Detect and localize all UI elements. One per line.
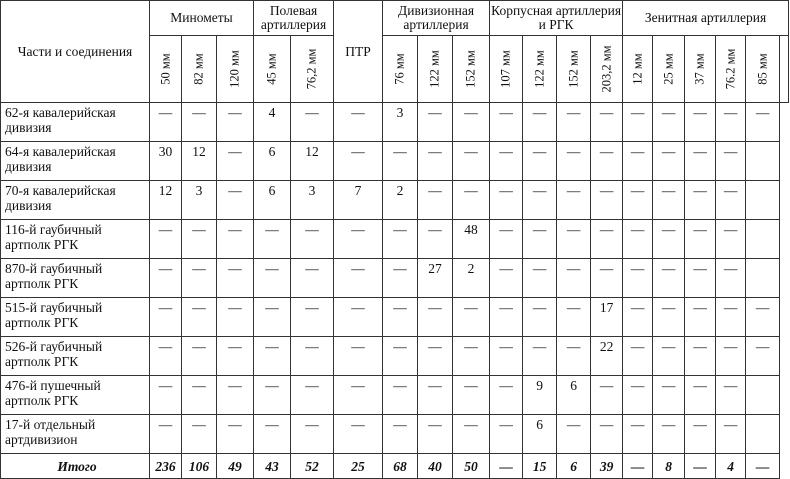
value-cell: — — [557, 103, 591, 142]
caliber-header — [523, 36, 557, 103]
caliber-label: 12 мм — [630, 53, 645, 85]
caliber-header — [591, 36, 623, 103]
value-cell: — — [418, 103, 453, 142]
value-cell: 3 — [383, 103, 418, 142]
value-cell: — — [217, 142, 254, 181]
value-cell: — — [653, 298, 685, 337]
value-cell: — — [685, 337, 716, 376]
group-header-anti-aircraft: Зенитная артиллерия — [623, 1, 789, 36]
value-cell: — — [418, 142, 453, 181]
row-name: 870-й гаубичный артполк РГК — [1, 259, 150, 298]
value-cell: 68 — [383, 454, 418, 479]
value-cell: 9 — [523, 376, 557, 415]
value-cell: — — [490, 103, 523, 142]
value-cell: — — [150, 298, 182, 337]
value-cell: — — [653, 337, 685, 376]
value-cell: 17 — [591, 298, 623, 337]
value-cell: — — [182, 298, 217, 337]
value-cell: — — [334, 376, 383, 415]
caliber-header — [685, 36, 716, 103]
table-row — [1, 103, 789, 142]
row-name: 64-я кавалерийская дивизия — [1, 142, 150, 181]
value-cell: 6 — [557, 454, 591, 479]
group-header-mortars: Минометы — [150, 1, 254, 36]
value-cell: — — [653, 376, 685, 415]
value-cell: — — [591, 103, 623, 142]
value-cell: 52 — [291, 454, 334, 479]
value-cell: — — [623, 103, 653, 142]
caliber-header — [716, 36, 746, 103]
value-cell: — — [685, 220, 716, 259]
value-cell: 8 — [653, 454, 685, 479]
value-cell: 4 — [254, 103, 291, 142]
value-cell: — — [334, 142, 383, 181]
table-row — [1, 298, 789, 337]
value-cell: — — [217, 337, 254, 376]
value-cell — [746, 415, 780, 454]
value-cell: — — [557, 415, 591, 454]
value-cell — [746, 220, 780, 259]
value-cell: — — [685, 142, 716, 181]
caliber-label: 76.2 мм — [723, 48, 738, 90]
caliber-label: 120 мм — [227, 50, 242, 88]
value-cell: — — [623, 454, 653, 479]
value-cell: 40 — [418, 454, 453, 479]
value-cell: — — [490, 259, 523, 298]
value-cell: 6 — [254, 142, 291, 181]
caliber-label: 76,2 мм — [304, 48, 319, 90]
value-cell: 6 — [557, 376, 591, 415]
caliber-label: 122 мм — [532, 50, 547, 88]
caliber-header — [653, 36, 685, 103]
table-row — [1, 415, 789, 454]
value-cell: — — [716, 142, 746, 181]
value-cell: — — [254, 337, 291, 376]
total-row — [1, 454, 789, 479]
value-cell: — — [653, 181, 685, 220]
table-row — [1, 337, 789, 376]
value-cell: — — [523, 181, 557, 220]
caliber-header — [623, 36, 653, 103]
value-cell: — — [453, 298, 490, 337]
row-name: 515-й гаубичный артполк РГК — [1, 298, 150, 337]
value-cell: — — [490, 181, 523, 220]
value-cell: — — [685, 259, 716, 298]
value-cell: — — [716, 103, 746, 142]
row-name: Итого — [1, 454, 150, 479]
value-cell: 49 — [217, 454, 254, 479]
value-cell: — — [453, 376, 490, 415]
row-name: 476-й пушечный артполк РГК — [1, 376, 150, 415]
value-cell: — — [591, 259, 623, 298]
caliber-header — [557, 36, 591, 103]
caliber-label: 152 мм — [566, 50, 581, 88]
value-cell: — — [254, 376, 291, 415]
value-cell: — — [490, 298, 523, 337]
value-cell: 12 — [182, 142, 217, 181]
value-cell: — — [623, 259, 653, 298]
value-cell: — — [182, 337, 217, 376]
value-cell — [746, 376, 780, 415]
value-cell: — — [716, 259, 746, 298]
caliber-label: 203,2 мм — [599, 45, 614, 93]
value-cell: — — [623, 337, 653, 376]
caliber-label: 82 мм — [191, 53, 206, 85]
value-cell: 27 — [418, 259, 453, 298]
caliber-label: 45 мм — [264, 53, 279, 85]
value-cell: 3 — [182, 181, 217, 220]
value-cell: — — [383, 337, 418, 376]
caliber-header — [746, 36, 780, 103]
value-cell: — — [523, 337, 557, 376]
value-cell: — — [418, 220, 453, 259]
value-cell: — — [383, 415, 418, 454]
caliber-header — [254, 36, 291, 103]
value-cell: — — [716, 415, 746, 454]
table-row — [1, 259, 789, 298]
value-cell: — — [418, 337, 453, 376]
caliber-label: 152 мм — [463, 50, 478, 88]
caliber-label: 76 мм — [392, 53, 407, 85]
value-cell: 48 — [453, 220, 490, 259]
value-cell: — — [746, 454, 780, 479]
value-cell: — — [383, 298, 418, 337]
caliber-label: 37 мм — [692, 53, 707, 85]
value-cell: — — [557, 337, 591, 376]
row-name: 526-й гаубичный артполк РГК — [1, 337, 150, 376]
caliber-header — [150, 36, 182, 103]
value-cell: 43 — [254, 454, 291, 479]
value-cell: — — [557, 259, 591, 298]
caliber-header — [780, 36, 789, 103]
value-cell: 2 — [383, 181, 418, 220]
value-cell: — — [557, 181, 591, 220]
value-cell: — — [150, 376, 182, 415]
caliber-header — [418, 36, 453, 103]
value-cell: — — [685, 298, 716, 337]
value-cell: — — [557, 298, 591, 337]
table-row — [1, 376, 789, 415]
value-cell: 4 — [716, 454, 746, 479]
value-cell: — — [653, 103, 685, 142]
value-cell: — — [182, 259, 217, 298]
caliber-header — [182, 36, 217, 103]
value-cell: — — [453, 337, 490, 376]
value-cell: — — [254, 415, 291, 454]
value-cell: — — [150, 415, 182, 454]
value-cell: — — [291, 103, 334, 142]
value-cell: — — [453, 142, 490, 181]
value-cell: — — [217, 415, 254, 454]
value-cell: — — [217, 259, 254, 298]
value-cell: 7 — [334, 181, 383, 220]
caliber-label: 122 мм — [427, 50, 442, 88]
value-cell: — — [217, 376, 254, 415]
value-cell: — — [716, 181, 746, 220]
value-cell: 2 — [453, 259, 490, 298]
value-cell: — — [291, 376, 334, 415]
caliber-label: 107 мм — [498, 50, 513, 88]
row-name: 17-й отдельный артдивизион — [1, 415, 150, 454]
table-row — [1, 220, 789, 259]
value-cell — [746, 142, 780, 181]
value-cell: — — [653, 415, 685, 454]
value-cell: 6 — [523, 415, 557, 454]
value-cell: 6 — [254, 181, 291, 220]
value-cell: — — [623, 142, 653, 181]
value-cell: — — [254, 259, 291, 298]
value-cell: — — [591, 142, 623, 181]
value-cell: 39 — [591, 454, 623, 479]
value-cell: — — [746, 337, 780, 376]
caliber-header — [383, 36, 418, 103]
value-cell: — — [217, 220, 254, 259]
value-cell: 22 — [591, 337, 623, 376]
caliber-header — [453, 36, 490, 103]
value-cell: — — [623, 220, 653, 259]
value-cell: 12 — [291, 142, 334, 181]
value-cell: — — [217, 181, 254, 220]
value-cell: — — [523, 220, 557, 259]
value-cell — [746, 259, 780, 298]
corner-header: Части и соединения — [1, 1, 150, 103]
value-cell: — — [291, 259, 334, 298]
value-cell: — — [453, 181, 490, 220]
value-cell: — — [746, 103, 780, 142]
value-cell: — — [418, 181, 453, 220]
caliber-label: 25 мм — [661, 53, 676, 85]
value-cell: — — [623, 415, 653, 454]
caliber-label: 85 мм — [755, 53, 770, 85]
value-cell: 3 — [291, 181, 334, 220]
value-cell: — — [334, 259, 383, 298]
value-cell: — — [418, 298, 453, 337]
value-cell: — — [490, 220, 523, 259]
value-cell: — — [523, 298, 557, 337]
value-cell: 30 — [150, 142, 182, 181]
value-cell: — — [557, 220, 591, 259]
value-cell: — — [254, 298, 291, 337]
value-cell: — — [623, 376, 653, 415]
value-cell: — — [523, 142, 557, 181]
value-cell: — — [591, 376, 623, 415]
row-name: 62-я кавалерийская дивизия — [1, 103, 150, 142]
value-cell: — — [418, 376, 453, 415]
value-cell: — — [490, 415, 523, 454]
value-cell — [746, 181, 780, 220]
value-cell: — — [490, 376, 523, 415]
value-cell: — — [334, 415, 383, 454]
value-cell: — — [523, 259, 557, 298]
value-cell: — — [591, 415, 623, 454]
value-cell: — — [591, 220, 623, 259]
value-cell: — — [150, 337, 182, 376]
value-cell: — — [557, 142, 591, 181]
value-cell: — — [383, 220, 418, 259]
value-cell: — — [623, 298, 653, 337]
value-cell: — — [291, 220, 334, 259]
value-cell: — — [716, 298, 746, 337]
value-cell: — — [217, 103, 254, 142]
value-cell: — — [383, 259, 418, 298]
value-cell: 12 — [150, 181, 182, 220]
caliber-header — [291, 36, 334, 103]
value-cell: 25 — [334, 454, 383, 479]
row-name: 116-й гаубичный артполк РГК — [1, 220, 150, 259]
value-cell: 106 — [182, 454, 217, 479]
value-cell: — — [490, 337, 523, 376]
value-cell: — — [182, 415, 217, 454]
value-cell: — — [254, 220, 291, 259]
value-cell: — — [490, 142, 523, 181]
value-cell: — — [685, 415, 716, 454]
value-cell: — — [653, 259, 685, 298]
value-cell: — — [334, 220, 383, 259]
group-header-divisional-artillery: Дивизионная артиллерия — [383, 1, 490, 36]
group-header-field-artillery: Полевая артиллерия — [254, 1, 334, 36]
value-cell: 50 — [453, 454, 490, 479]
caliber-header — [217, 36, 254, 103]
value-cell: — — [453, 415, 490, 454]
value-cell: — — [746, 298, 780, 337]
value-cell: — — [291, 337, 334, 376]
value-cell: — — [685, 376, 716, 415]
value-cell: — — [150, 220, 182, 259]
value-cell: — — [653, 220, 685, 259]
value-cell: — — [334, 337, 383, 376]
value-cell: — — [150, 103, 182, 142]
value-cell: — — [182, 220, 217, 259]
value-cell: — — [150, 259, 182, 298]
value-cell: — — [217, 298, 254, 337]
value-cell: — — [418, 415, 453, 454]
value-cell: — — [182, 376, 217, 415]
value-cell: 236 — [150, 454, 182, 479]
caliber-header — [490, 36, 523, 103]
value-cell: — — [291, 298, 334, 337]
value-cell: — — [334, 298, 383, 337]
value-cell: — — [182, 103, 217, 142]
value-cell: — — [716, 376, 746, 415]
caliber-label: 50 мм — [158, 53, 172, 85]
value-cell: — — [383, 142, 418, 181]
value-cell: — — [716, 337, 746, 376]
table-row — [1, 142, 789, 181]
row-name: 70-я кавалерийская дивизия — [1, 181, 150, 220]
value-cell: — — [685, 181, 716, 220]
value-cell: — — [291, 415, 334, 454]
value-cell: — — [685, 103, 716, 142]
group-header-ptr: ПТР — [334, 1, 383, 103]
group-header-corps-artillery: Корпусная артиллерия и РГК — [490, 1, 623, 36]
value-cell: — — [623, 181, 653, 220]
value-cell: — — [716, 220, 746, 259]
value-cell: — — [591, 181, 623, 220]
value-cell: — — [383, 376, 418, 415]
value-cell: — — [685, 454, 716, 479]
value-cell: — — [653, 142, 685, 181]
value-cell: 15 — [523, 454, 557, 479]
value-cell: — — [453, 103, 490, 142]
value-cell: — — [334, 103, 383, 142]
table-row — [1, 181, 789, 220]
value-cell: — — [490, 454, 523, 479]
value-cell: — — [523, 103, 557, 142]
